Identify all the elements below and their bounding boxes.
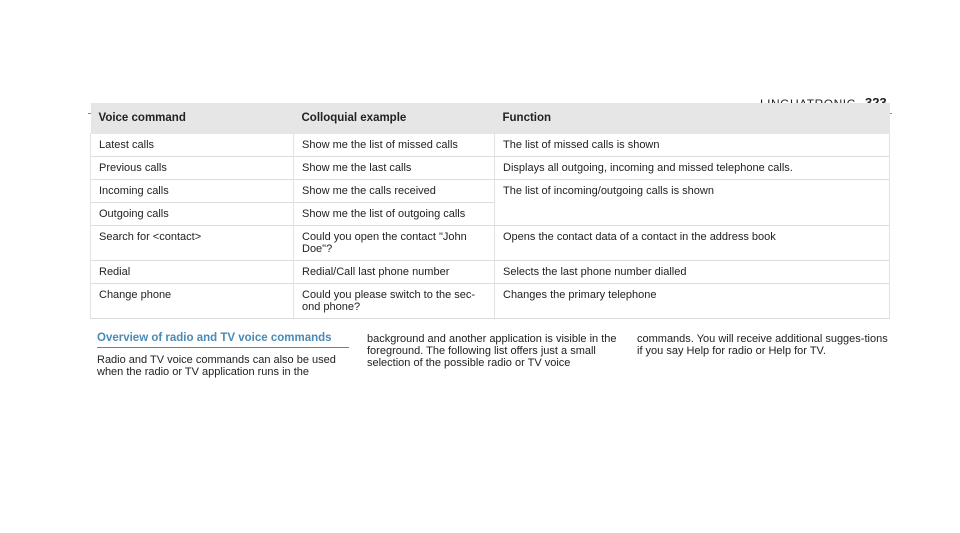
body-text-column-2: background and another application is visible in the foreground. The following list offers just a small selection of the possible radio or TV voice (367, 333, 617, 369)
cell-command: Previous calls (91, 157, 294, 180)
cell-function: Opens the contact data of a contact in the address book (495, 226, 890, 261)
cell-command: Change phone (91, 284, 294, 319)
cell-function: The list of missed calls is shown (495, 134, 890, 157)
cell-function: The list of incoming/outgoing calls is shown (495, 180, 890, 226)
voice-command-table (90, 103, 890, 319)
body-text-column-3: commands. You will receive additional sugges-tions if you say Help for radio or Help for TV. (637, 333, 888, 357)
cell-function: Displays all outgoing, incoming and missed telephone calls. (495, 157, 890, 180)
cell-example: Redial/Call last phone number (294, 261, 495, 284)
cell-example: Could you open the contact "John Doe"? (294, 226, 495, 261)
cell-example: Show me the list of outgoing calls (294, 203, 495, 226)
table-row (91, 157, 890, 180)
column-header-function: Function (495, 103, 890, 134)
cell-example: Show me the calls received (294, 180, 495, 203)
cell-function: Selects the last phone number dialled (495, 261, 890, 284)
table-row (91, 180, 890, 203)
column-header-voice-command: Voice command (91, 103, 294, 134)
table-row (91, 226, 890, 261)
table-row (91, 284, 890, 319)
table-header-row (91, 103, 890, 134)
column-header-colloquial-example: Colloquial example (294, 103, 495, 134)
cell-example: Could you please switch to the sec-ond phone? (294, 284, 495, 319)
table-row (91, 134, 890, 157)
section-heading-rule (97, 347, 349, 348)
body-text-column-1: Radio and TV voice commands can also be used when the radio or TV application runs in the (97, 354, 336, 378)
cell-example: Show me the last calls (294, 157, 495, 180)
cell-function: Changes the primary telephone (495, 284, 890, 319)
cell-command: Redial (91, 261, 294, 284)
cell-command: Search for <contact> (91, 226, 294, 261)
section-heading: Overview of radio and TV voice commands (97, 332, 332, 344)
table-row (91, 261, 890, 284)
cell-command: Latest calls (91, 134, 294, 157)
cell-command: Outgoing calls (91, 203, 294, 226)
cell-command: Incoming calls (91, 180, 294, 203)
cell-example: Show me the list of missed calls (294, 134, 495, 157)
